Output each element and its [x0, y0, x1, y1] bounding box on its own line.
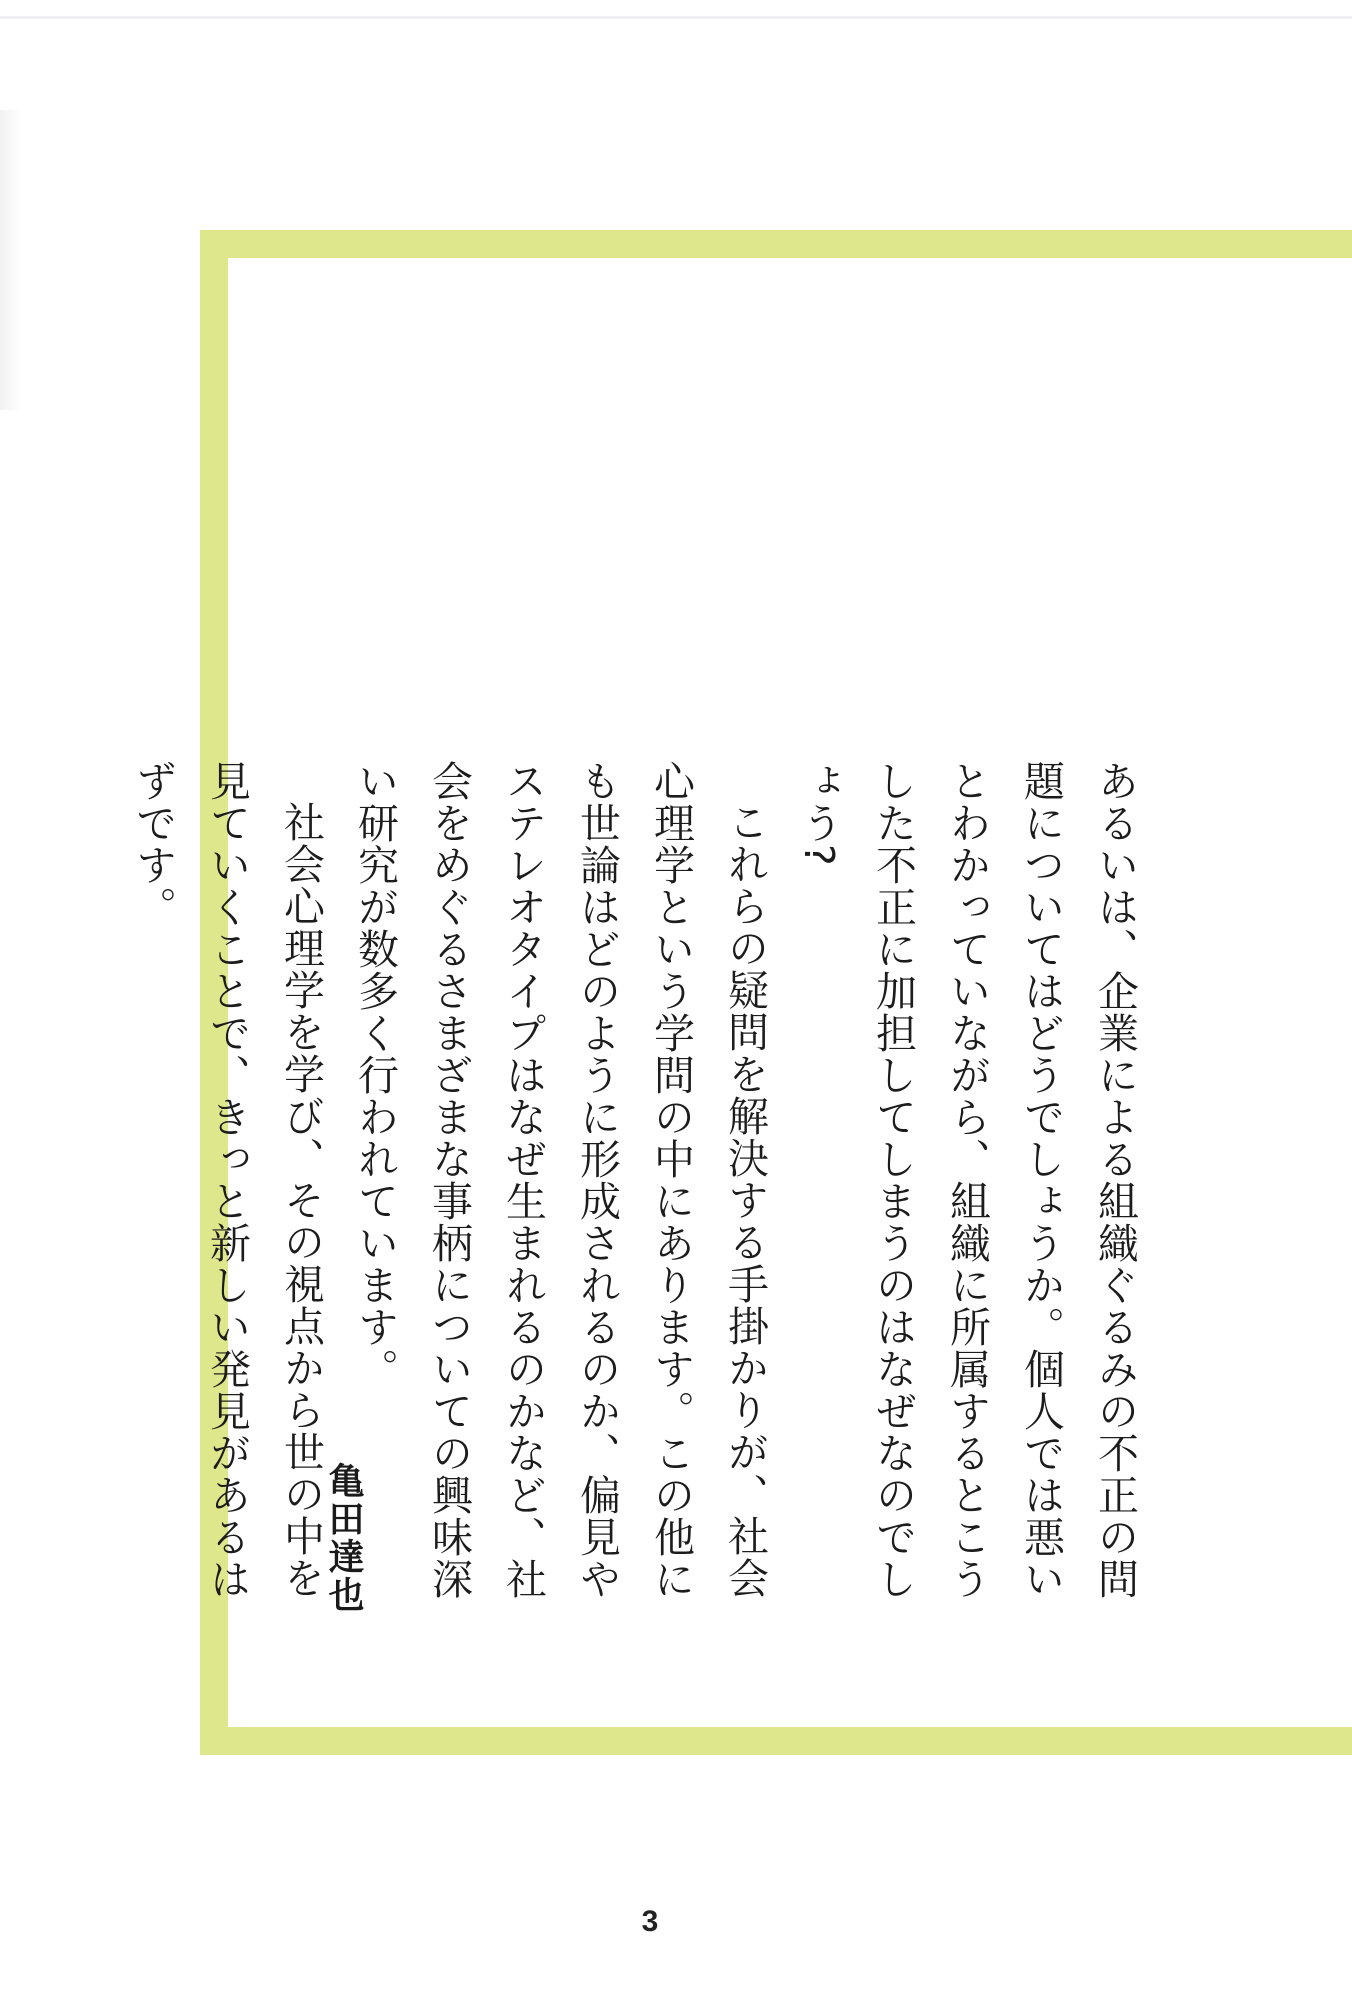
body-text: [129, 760, 1152, 1640]
paragraph-2: これらの疑問を解決する手掛かりが、社会心理学という学問の中にあります。この他にも世論はどのように形成されるのか、偏見やステレオタイプはなぜ生まれるのかなど、社会をめぐるさまざまな事柄についての興味深い研究が数多く行われています。: [351, 760, 769, 1600]
page-number: 3: [641, 1905, 659, 1938]
top-rule: [0, 16, 1352, 19]
paragraph-1: あるいは、企業による組織ぐるみの不正の問題についてはどうでしょうか。個人では悪いとわかっていながら、組織に所属するとこうした不正に加担してしまうのはなぜなのでしょう?: [795, 760, 1139, 1600]
author-name: 亀田達也: [323, 1462, 364, 1614]
page-edge-shadow: [0, 110, 22, 410]
paragraph-3: 社会心理学を学び、その視点から世の中を見ていくことで、きっと新しい発見があるはずです。: [129, 760, 325, 1600]
